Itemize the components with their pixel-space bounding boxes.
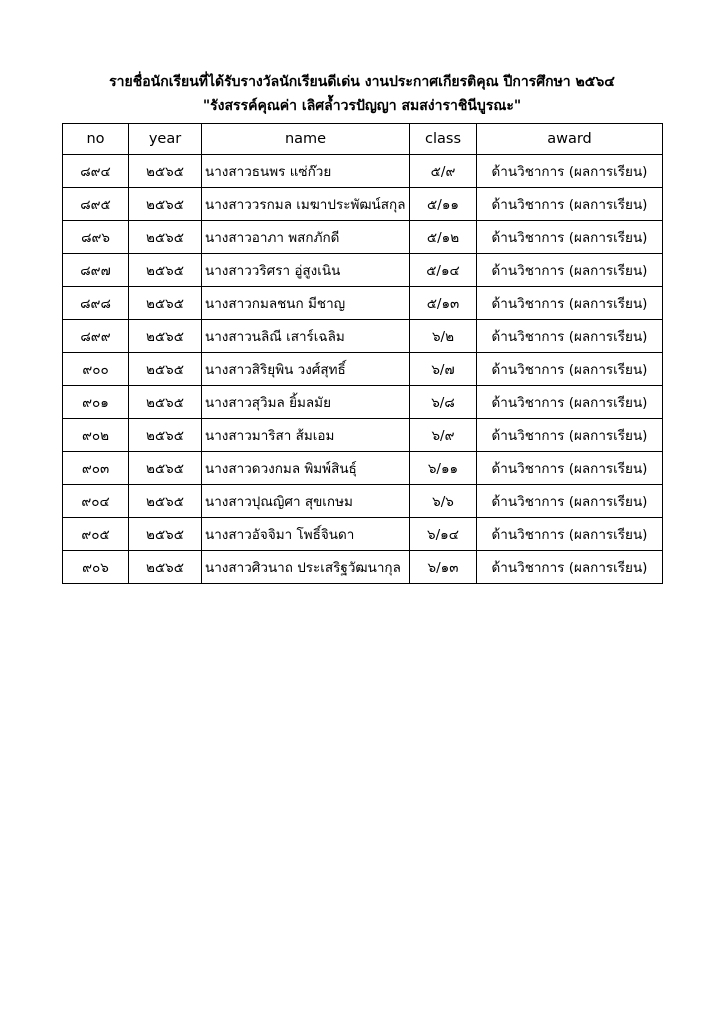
document-title: รายชื่อนักเรียนที่ได้รับรางวัลนักเรียนดีเด่น งานประกาศเกียรติคุณ ปีการศึกษา ๒๕๖๔ [109, 74, 615, 90]
cell-year: ๒๕๖๕ [129, 155, 202, 188]
cell-no: ๙๐๓ [63, 452, 129, 485]
page-header [0, 70, 724, 118]
cell-year: ๒๕๖๕ [129, 353, 202, 386]
cell-name: นางสาวธนพร แซ่ก๊วย [202, 155, 410, 188]
cell-no: ๙๐๑ [63, 386, 129, 419]
table-row [63, 188, 663, 221]
cell-class: ๖/๑๑ [410, 452, 477, 485]
cell-name: นางสาวปุณญิศา สุขเกษม [202, 485, 410, 518]
column-header-year: year [129, 124, 202, 155]
cell-no: ๘๙๖ [63, 221, 129, 254]
cell-year: ๒๕๖๕ [129, 188, 202, 221]
cell-name: นางสาวอาภา พสกภักดี [202, 221, 410, 254]
cell-year: ๒๕๖๕ [129, 287, 202, 320]
cell-class: ๕/๑๓ [410, 287, 477, 320]
cell-class: ๖/๘ [410, 386, 477, 419]
table-row [63, 551, 663, 584]
cell-no: ๙๐๒ [63, 419, 129, 452]
cell-no: ๙๐๕ [63, 518, 129, 551]
cell-award: ด้านวิชาการ (ผลการเรียน) [477, 485, 663, 518]
cell-award: ด้านวิชาการ (ผลการเรียน) [477, 419, 663, 452]
table-row [63, 419, 663, 452]
column-header-name: name [202, 124, 410, 155]
cell-award: ด้านวิชาการ (ผลการเรียน) [477, 287, 663, 320]
cell-year: ๒๕๖๕ [129, 386, 202, 419]
cell-no: ๙๐๖ [63, 551, 129, 584]
cell-class: ๕/๑๒ [410, 221, 477, 254]
table-header-row [63, 124, 663, 155]
cell-award: ด้านวิชาการ (ผลการเรียน) [477, 188, 663, 221]
column-header-class: class [410, 124, 477, 155]
cell-name: นางสาววริศรา อู่สูงเนิน [202, 254, 410, 287]
cell-name: นางสาวมาริสา ส้มเอม [202, 419, 410, 452]
cell-class: ๖/๗ [410, 353, 477, 386]
table-row [63, 254, 663, 287]
cell-year: ๒๕๖๕ [129, 419, 202, 452]
cell-class: ๕/๙ [410, 155, 477, 188]
cell-class: ๖/๑๓ [410, 551, 477, 584]
cell-name: นางสาวนลิณี เสาร์เฉลิม [202, 320, 410, 353]
cell-class: ๖/๙ [410, 419, 477, 452]
cell-no: ๙๐๐ [63, 353, 129, 386]
cell-year: ๒๕๖๕ [129, 518, 202, 551]
award-table [62, 123, 663, 584]
cell-name: นางสาววรกมล เมฆาประพัฒน์สกุล [202, 188, 410, 221]
cell-award: ด้านวิชาการ (ผลการเรียน) [477, 518, 663, 551]
cell-name: นางสาวดวงกมล พิมพ์สินธุ์ [202, 452, 410, 485]
cell-award: ด้านวิชาการ (ผลการเรียน) [477, 221, 663, 254]
cell-award: ด้านวิชาการ (ผลการเรียน) [477, 386, 663, 419]
table-row [63, 155, 663, 188]
column-header-award: award [477, 124, 663, 155]
cell-award: ด้านวิชาการ (ผลการเรียน) [477, 320, 663, 353]
table-row [63, 320, 663, 353]
cell-name: นางสาวสิริยุพิน วงศ์สุทธิ์ [202, 353, 410, 386]
cell-award: ด้านวิชาการ (ผลการเรียน) [477, 155, 663, 188]
cell-year: ๒๕๖๕ [129, 254, 202, 287]
table-row [63, 221, 663, 254]
cell-year: ๒๕๖๕ [129, 485, 202, 518]
table-row [63, 353, 663, 386]
cell-class: ๕/๑๔ [410, 254, 477, 287]
cell-award: ด้านวิชาการ (ผลการเรียน) [477, 254, 663, 287]
cell-award: ด้านวิชาการ (ผลการเรียน) [477, 353, 663, 386]
table-row [63, 485, 663, 518]
cell-class: ๖/๑๔ [410, 518, 477, 551]
cell-name: นางสาวอัจจิมา โพธิ์จินดา [202, 518, 410, 551]
cell-award: ด้านวิชาการ (ผลการเรียน) [477, 452, 663, 485]
cell-award: ด้านวิชาการ (ผลการเรียน) [477, 551, 663, 584]
cell-no: ๙๐๔ [63, 485, 129, 518]
cell-class: ๕/๑๑ [410, 188, 477, 221]
cell-name: นางสาวศิวนาถ ประเสริฐวัฒนากุล [202, 551, 410, 584]
cell-no: ๘๙๕ [63, 188, 129, 221]
cell-class: ๖/๒ [410, 320, 477, 353]
cell-year: ๒๕๖๕ [129, 320, 202, 353]
cell-no: ๘๙๔ [63, 155, 129, 188]
table-row [63, 452, 663, 485]
cell-year: ๒๕๖๕ [129, 551, 202, 584]
table-row [63, 386, 663, 419]
cell-year: ๒๕๖๕ [129, 452, 202, 485]
table-row [63, 518, 663, 551]
cell-no: ๘๙๘ [63, 287, 129, 320]
cell-class: ๖/๖ [410, 485, 477, 518]
document-subtitle: "รังสรรค์คุณค่า เลิศล้ำวรปัญญา สมสง่าราชินีบูรณะ" [202, 98, 522, 114]
cell-name: นางสาวกมลชนก มีชาญ [202, 287, 410, 320]
cell-year: ๒๕๖๕ [129, 221, 202, 254]
table-row [63, 287, 663, 320]
cell-no: ๘๙๗ [63, 254, 129, 287]
cell-no: ๘๙๙ [63, 320, 129, 353]
column-header-no: no [63, 124, 129, 155]
cell-name: นางสาวสุวิมล ยิ้มลมัย [202, 386, 410, 419]
